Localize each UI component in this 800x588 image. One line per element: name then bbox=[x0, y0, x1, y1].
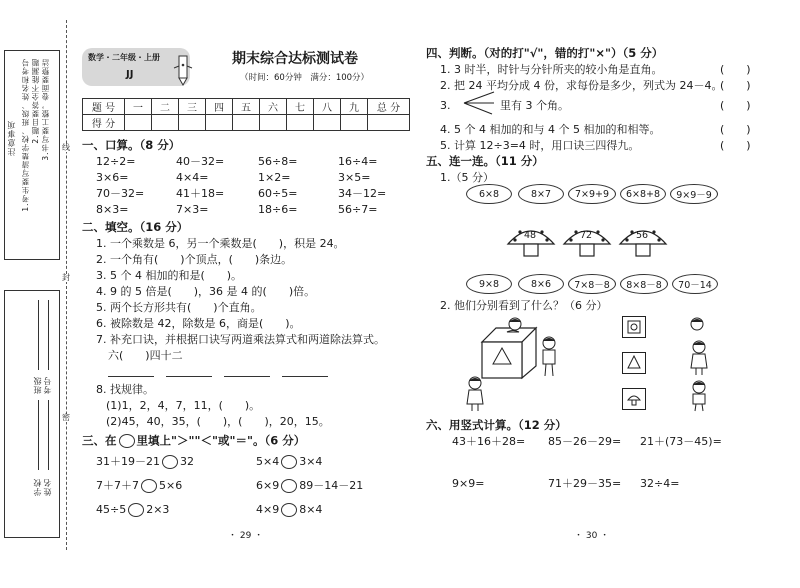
judge-question-3: 3. bbox=[440, 99, 451, 112]
answer-line[interactable] bbox=[166, 376, 212, 377]
mental-math-item: 56÷7= bbox=[338, 203, 378, 216]
mushroom-answer-label: 48 bbox=[524, 230, 537, 241]
angle-figure-icon bbox=[462, 90, 496, 116]
section-1-title: 一、口算。（8 分） bbox=[82, 138, 181, 152]
judge-bracket[interactable]: ( ) bbox=[720, 79, 751, 92]
column-calc-item: 85－26－29= bbox=[548, 435, 622, 448]
mental-math-item: 18÷6= bbox=[258, 203, 298, 216]
mental-math-item: 34－12= bbox=[338, 187, 387, 200]
score-cell[interactable] bbox=[233, 115, 260, 131]
page-number-left: ・ 29 ・ bbox=[228, 531, 264, 541]
mental-math-item: 3×5= bbox=[338, 171, 371, 184]
mushroom-answer-label: 56 bbox=[636, 230, 649, 241]
answer-line[interactable] bbox=[282, 376, 328, 377]
child-figure-icon bbox=[688, 340, 710, 376]
score-header-cell: 八 bbox=[314, 99, 341, 115]
mushroom-answer-label: 72 bbox=[580, 230, 593, 241]
score-table-header-row bbox=[83, 99, 410, 115]
page-number-right: ・ 30 ・ bbox=[574, 531, 610, 541]
top-expression-oval[interactable]: 9×9－9 bbox=[670, 184, 718, 204]
compare-left: 45÷5 bbox=[96, 503, 127, 516]
fill-question-8: 8. 找规律。 bbox=[96, 383, 154, 396]
section-3-title bbox=[82, 434, 305, 448]
field-class: 班级 bbox=[33, 376, 42, 394]
score-header-cell: 一 bbox=[125, 99, 152, 115]
fill-question-6: 6. 被除数是 42，除数是 6，商是( )。 bbox=[96, 317, 301, 330]
score-header-cell: 七 bbox=[287, 99, 314, 115]
judge-bracket[interactable]: ( ) bbox=[720, 139, 751, 152]
section-2-title: 二、填空。（16 分） bbox=[82, 220, 189, 234]
pattern-1: (1)1，2，4，7，11，( )。 bbox=[106, 399, 261, 412]
score-cell[interactable] bbox=[152, 115, 179, 131]
judge-question-4: 4. 5 个 4 相加的和与 4 个 5 相加的和相等。 bbox=[440, 123, 661, 136]
top-expression-oval[interactable]: 8×7 bbox=[518, 184, 564, 204]
judge-question-1: 1. 3 时半，时针与分针所夹的较小角是直角。 bbox=[440, 63, 663, 76]
top-expression-oval[interactable]: 6×8+8 bbox=[620, 184, 666, 204]
score-header-cell: 六 bbox=[260, 99, 287, 115]
judge-bracket[interactable]: ( ) bbox=[720, 123, 751, 136]
field-school: 学校 bbox=[33, 478, 42, 496]
mushroom-icon bbox=[627, 392, 641, 406]
answer-line[interactable] bbox=[108, 376, 154, 377]
compare-item bbox=[96, 503, 169, 517]
child-figure-icon bbox=[464, 376, 486, 412]
child-head-icon bbox=[504, 316, 526, 332]
cube-figure-icon bbox=[478, 324, 540, 380]
school-line bbox=[38, 400, 39, 470]
rhyme-formula: 六( )四十二 bbox=[108, 349, 183, 362]
notes-label: 注意事项 bbox=[7, 120, 16, 156]
score-cell[interactable] bbox=[368, 115, 410, 131]
child-figure-icon bbox=[688, 380, 710, 412]
circle-icon bbox=[119, 434, 135, 448]
column-calc-item: 21＋(73－45)= bbox=[640, 435, 722, 448]
compare-left: 7＋7＋7 bbox=[96, 479, 139, 492]
score-cell[interactable] bbox=[314, 115, 341, 131]
mental-math-item: 3×6= bbox=[96, 171, 129, 184]
compare-right: 2×3 bbox=[146, 503, 170, 516]
cut-line bbox=[66, 20, 67, 550]
score-row-label: 得 分 bbox=[83, 115, 125, 131]
page-title: 期末综合达标测试卷 bbox=[232, 51, 358, 67]
compare-left: 4×9 bbox=[256, 503, 280, 516]
child-figure-icon bbox=[538, 336, 560, 378]
score-cell[interactable] bbox=[341, 115, 368, 131]
compare-right: 5×6 bbox=[159, 479, 183, 492]
score-header-cell: 题 号 bbox=[83, 99, 125, 115]
info-box bbox=[4, 290, 60, 538]
compare-left: 6×9 bbox=[256, 479, 280, 492]
score-header-cell: 九 bbox=[341, 99, 368, 115]
bottom-expression-oval[interactable]: 8×6 bbox=[518, 274, 564, 294]
section-4-title: 四、判断。（对的打"√"，错的打"×"）（5 分） bbox=[426, 46, 664, 60]
score-header-cell: 四 bbox=[206, 99, 233, 115]
notes-line-1: 1.考生要写清楚学校、班级、姓名和考号 bbox=[21, 58, 30, 212]
compare-circle[interactable] bbox=[281, 455, 297, 469]
mental-math-item: 40－32= bbox=[176, 155, 225, 168]
compare-item bbox=[256, 503, 322, 517]
compare-item bbox=[96, 479, 182, 493]
compare-circle[interactable] bbox=[162, 455, 178, 469]
mental-math-item: 7×3= bbox=[176, 203, 209, 216]
score-cell[interactable] bbox=[206, 115, 233, 131]
cut-label-line: 线 bbox=[62, 143, 70, 152]
notes-line-3: 3.书写要工整，卷面要整洁 bbox=[41, 58, 50, 161]
compare-right: 3×4 bbox=[299, 455, 323, 468]
column-calc-item: 43＋16＋28= bbox=[452, 435, 526, 448]
mental-math-item: 70－32= bbox=[96, 187, 145, 200]
pattern-2: (2)45，40，35，( )，( )，20，15。 bbox=[106, 415, 330, 428]
fill-question-2: 2. 一个角有( )个顶点，( )条边。 bbox=[96, 253, 293, 266]
class-line bbox=[38, 300, 39, 370]
mental-math-item: 12÷2= bbox=[96, 155, 136, 168]
compare-right: 8×4 bbox=[299, 503, 323, 516]
score-table-score-row bbox=[83, 115, 410, 131]
triangle-icon bbox=[627, 355, 641, 369]
mental-math-item: 8×3= bbox=[96, 203, 129, 216]
compare-right: 89－14－21 bbox=[299, 479, 364, 492]
compare-right: 32 bbox=[180, 455, 194, 468]
bottom-expression-oval[interactable]: 7×8－8 bbox=[568, 274, 616, 294]
top-expression-oval[interactable]: 7×9+9 bbox=[568, 184, 616, 204]
column-calc-item: 71＋29－35= bbox=[548, 477, 622, 490]
score-cell[interactable] bbox=[287, 115, 314, 131]
compare-circle[interactable] bbox=[141, 479, 157, 493]
field-name: 姓名 bbox=[43, 478, 52, 496]
fill-question-7: 7. 补充口诀，并根据口诀写两道乘法算式和两道除法算式。 bbox=[96, 333, 385, 346]
exam-number-line bbox=[48, 300, 49, 370]
banner-text: 数学・二年级・上册 bbox=[88, 53, 160, 62]
score-header-cell: 二 bbox=[152, 99, 179, 115]
notes-line-2: 2.题目要答全不能漏题 bbox=[31, 58, 40, 144]
judge-bracket[interactable]: ( ) bbox=[720, 63, 751, 76]
compare-item bbox=[96, 455, 194, 469]
child-head-icon bbox=[688, 316, 706, 332]
column-calc-item: 9×9= bbox=[452, 477, 485, 490]
fill-question-5: 5. 两个长方形共有( )个直角。 bbox=[96, 301, 262, 314]
mental-math-item: 60÷5= bbox=[258, 187, 298, 200]
mental-math-item: 16÷4= bbox=[338, 155, 378, 168]
score-header-cell: 三 bbox=[179, 99, 206, 115]
fill-question-1: 1. 一个乘数是 6，另一个乘数是( )，积是 24。 bbox=[96, 237, 345, 250]
section-5-title: 五、连一连。（11 分） bbox=[426, 154, 544, 168]
score-header-cell: 五 bbox=[233, 99, 260, 115]
exam-info: （时间：60分钟 满分：100分） bbox=[240, 73, 370, 83]
bottom-expression-oval[interactable]: 9×8 bbox=[466, 274, 512, 294]
judge-question-2: 2. 把 24 平均分成 4 份，求每份是多少，列式为 24－4。 bbox=[440, 79, 723, 92]
mental-math-item: 56÷8= bbox=[258, 155, 298, 168]
fill-question-4: 4. 9 的 5 倍是( )，36 是 4 的( )倍。 bbox=[96, 285, 316, 298]
compare-left: 5×4 bbox=[256, 455, 280, 468]
compare-circle[interactable] bbox=[281, 503, 297, 517]
compare-circle[interactable] bbox=[128, 503, 144, 517]
cut-label-seal: 封 bbox=[62, 273, 70, 282]
match-question-2: 2. 他们分别看到了什么？（6 分） bbox=[440, 299, 608, 312]
score-cell[interactable] bbox=[179, 115, 206, 131]
top-expression-oval[interactable]: 6×8 bbox=[466, 184, 512, 204]
bottom-expression-oval[interactable]: 70－14 bbox=[672, 274, 718, 294]
judge-question-5: 5. 计算 12÷3=4 时，用口诀三四得九。 bbox=[440, 139, 640, 152]
compare-item bbox=[256, 455, 322, 469]
name-line bbox=[48, 400, 49, 470]
fill-question-3: 3. 5 个 4 相加的和是( )。 bbox=[96, 269, 243, 282]
mental-math-item: 4×4= bbox=[176, 171, 209, 184]
section-3-title-b: 里填上"＞""＜"或"＝"。（6 分） bbox=[136, 433, 306, 448]
score-table bbox=[82, 98, 410, 131]
match-question-1: 1.（5 分） bbox=[440, 171, 494, 184]
bottom-expression-oval[interactable]: 8×8－8 bbox=[620, 274, 668, 294]
compare-left: 31＋19－21 bbox=[96, 455, 160, 468]
score-cell[interactable] bbox=[260, 115, 287, 131]
column-calc-item: 32÷4= bbox=[640, 477, 680, 490]
pencil-mascot-icon bbox=[170, 54, 196, 86]
compare-circle[interactable] bbox=[281, 479, 297, 493]
score-cell[interactable] bbox=[125, 115, 152, 131]
field-exam-number: 考号 bbox=[43, 376, 52, 394]
cut-label-secret: 密 bbox=[62, 413, 70, 422]
judge-question-3-text: 里有 3 个角。 bbox=[500, 99, 569, 112]
compare-item bbox=[256, 479, 363, 493]
section-3-title-a: 三、在 bbox=[82, 433, 117, 448]
score-header-cell: 总 分 bbox=[368, 99, 410, 115]
judge-bracket[interactable]: ( ) bbox=[720, 99, 751, 112]
flower-icon bbox=[627, 320, 641, 334]
mental-math-item: 41＋18= bbox=[176, 187, 225, 200]
section-6-title: 六、用竖式计算。（12 分） bbox=[426, 418, 567, 432]
version-tag: JJ bbox=[126, 69, 134, 80]
answer-line[interactable] bbox=[224, 376, 270, 377]
mental-math-item: 1×2= bbox=[258, 171, 291, 184]
